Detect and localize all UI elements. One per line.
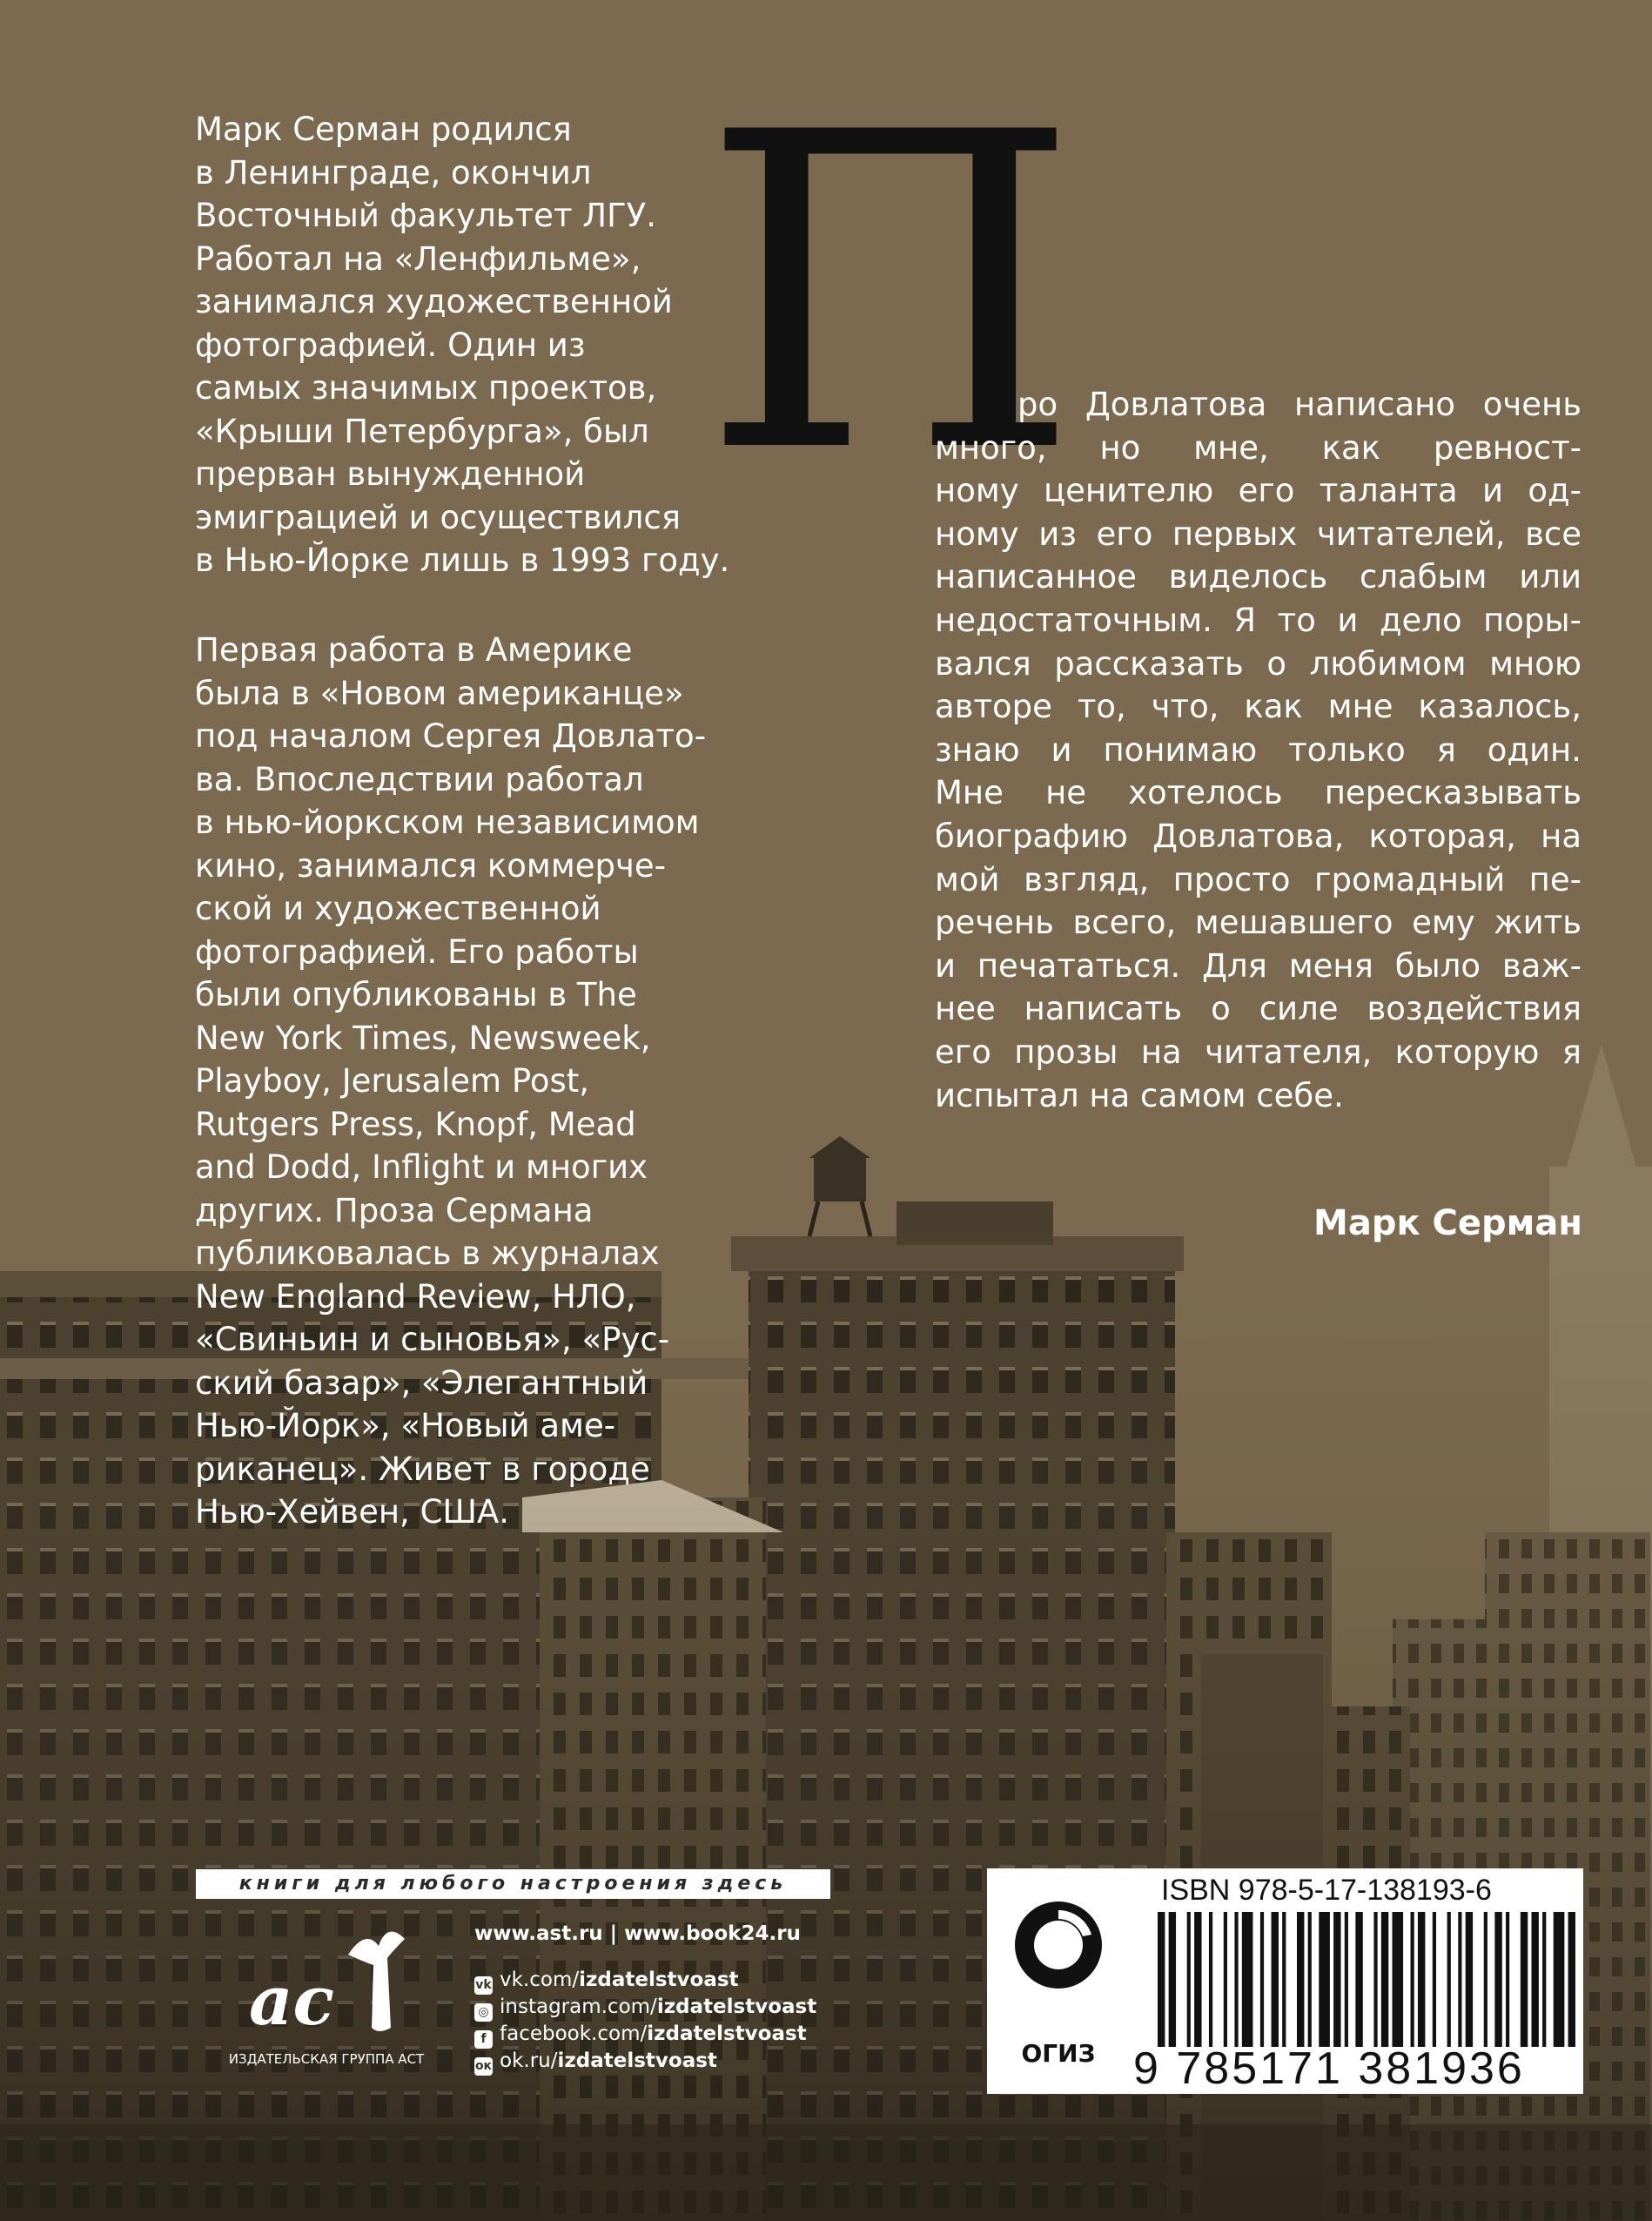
bio-2-line: других. Проза Сермана — [195, 1191, 594, 1229]
essay-line: и печататься. Для меня было важ- — [935, 946, 1581, 985]
ast-logo — [244, 1920, 418, 2042]
drop-cap-letter: П — [701, 41, 1081, 548]
essay-line: ному из его первых читателей, все — [935, 515, 1581, 553]
author-bio-paragraph-2 — [195, 629, 706, 1534]
barcode-bar — [1447, 1912, 1451, 2047]
barcode-bar — [1272, 1912, 1279, 2047]
social-link-prefix: ok.ru/ — [500, 2049, 558, 2072]
barcode-bar — [1373, 1912, 1377, 2047]
barcode-bar — [1494, 1912, 1501, 2047]
barcode-bar — [1234, 1912, 1238, 2047]
barcode-bar — [1568, 1912, 1575, 2047]
social-link[interactable] — [474, 2021, 807, 2049]
bio-2-line: and Dodd, Inflight и многих — [195, 1148, 648, 1186]
essay-line: вался рассказать о любимом мною — [935, 644, 1581, 683]
bio-2-line: Rutgers Press, Knopf, Mead — [195, 1105, 636, 1143]
social-link-prefix: facebook.com/ — [500, 2022, 648, 2045]
bio-2-line: публиковалась в журналах — [195, 1235, 660, 1272]
barcode-bar — [1333, 1912, 1340, 2047]
bio-1-line: эмиграцией и осуществился — [195, 498, 681, 536]
social-link-handle: izdatelstvoast — [557, 2049, 717, 2072]
bio-1-line: самых значимых проектов, — [195, 369, 657, 407]
barcode-bar — [1484, 1912, 1487, 2047]
imprint-name: ОГИЗ — [1021, 2039, 1096, 2068]
essay-line: авторе то, что, как мне казалось, — [935, 688, 1581, 726]
barcode-bar — [1392, 1912, 1403, 2047]
barcode-bar — [1542, 1912, 1546, 2047]
bio-2-line: Playboy, Jerusalem Post, — [195, 1062, 590, 1100]
barcode-bar — [1411, 1912, 1414, 2047]
social-link-handle: izdatelstvoast — [656, 1996, 817, 2018]
bio-2-line: «Свиньин и сыновья», «Рус- — [195, 1321, 670, 1358]
odnoklassniki-icon: ок — [474, 2057, 493, 2076]
social-link-prefix: instagram.com/ — [500, 1996, 657, 2018]
essay-author-signature: Марк Серман — [1313, 1203, 1582, 1243]
essay-line: много, но мне, как ревност- — [935, 428, 1581, 467]
barcode-bar — [1506, 1912, 1509, 2047]
essay-line: ро Довлатова написано очень — [1017, 386, 1581, 423]
barcode-bar — [1260, 1912, 1264, 2047]
bio-2-line: ской и художественной — [195, 890, 601, 927]
bio-2-line: кино, занимался коммерче- — [195, 846, 666, 885]
social-link[interactable] — [474, 2048, 717, 2076]
bio-2-line: под началом Сергея Довлато- — [195, 717, 707, 755]
bio-2-line: Нью-Йорк», «Новый аме- — [195, 1407, 616, 1444]
social-link[interactable] — [474, 1967, 739, 1995]
bio-1-line: Восточный факультет ЛГУ. — [195, 197, 656, 234]
barcode-bar — [1169, 1912, 1176, 2047]
instagram-icon: ◎ — [474, 2003, 493, 2022]
bio-1-line: в Ленинграде, окончил — [195, 153, 592, 192]
essay-line: знаю и понимаю только я один. — [935, 730, 1581, 769]
barcode-bar — [1224, 1912, 1227, 2047]
essay-line: написанное виделось слабым или — [935, 558, 1581, 596]
bio-1-line: в Нью-Йорке лишь в 1993 году. — [195, 542, 730, 579]
essay-line: биографию Довлатова, которая, на — [935, 817, 1581, 855]
barcode-bar — [1194, 1912, 1201, 2047]
social-link[interactable] — [474, 1994, 816, 2022]
ogiz-logo-icon — [1010, 1896, 1107, 1994]
bio-2-line: были опубликованы в The — [195, 976, 637, 1013]
bio-2-line: риканец». Живет в городе — [195, 1450, 650, 1488]
publisher-tagline: книги для любого настроения здесь — [196, 1869, 830, 1899]
barcode-bar — [1282, 1912, 1286, 2047]
bio-2-line: в нью-йоркском независимом — [195, 804, 700, 841]
essay-line: речень всего, мешавшего ему жить — [935, 904, 1581, 942]
barcode-bar — [1554, 1912, 1565, 2047]
barcode — [1158, 1912, 1575, 2047]
bio-2-line: была в «Новом американце» — [195, 674, 684, 712]
essay-line: мой взгляд, просто громадный пе- — [935, 860, 1581, 898]
facebook-icon: f — [474, 2030, 493, 2049]
bio-1-line: фотографией. Один из — [195, 326, 586, 364]
barcode-bar — [1521, 1912, 1528, 2047]
barcode-bar — [1308, 1912, 1312, 2047]
essay-line: недостаточным. Я то и дело поры- — [935, 601, 1581, 639]
barcode-bar — [1381, 1912, 1388, 2047]
essay-line: его прозы на читателя, которую я — [935, 1033, 1581, 1071]
author-bio-paragraph-1 — [195, 108, 729, 582]
bio-2-line: Первая работа в Америке — [195, 631, 633, 669]
bio-2-line: New England Review, НЛО, — [195, 1277, 636, 1316]
social-link-handle: izdatelstvoast — [647, 2022, 807, 2045]
barcode-bar — [1187, 1912, 1191, 2047]
isbn-label: ISBN 978-5-17-138193-6 — [1161, 1874, 1492, 1907]
publisher-websites[interactable]: www.ast.ru | www.book24.ru — [474, 1922, 801, 1945]
essay-line: ному ценителю его таланта и од- — [935, 472, 1581, 510]
barcode-bar — [1209, 1912, 1212, 2047]
isbn-panel — [987, 1868, 1583, 2094]
vk-icon: vk — [474, 1976, 493, 1995]
barcode-bar — [1458, 1912, 1461, 2047]
bio-2-line: Нью-Хейвен, США. — [195, 1493, 510, 1531]
bio-2-line: New York Times, Newsweek, — [195, 1019, 651, 1057]
bio-1-line: прерван вынужденной — [195, 455, 586, 493]
barcode-digits: 9 785171 381936 — [1133, 2043, 1525, 2094]
bio-1-line: «Крыши Петербурга», был — [195, 412, 649, 450]
bio-2-line: ва. Впоследствии работал — [195, 760, 644, 798]
barcode-bar — [1297, 1912, 1304, 2047]
barcode-bar — [1433, 1912, 1436, 2047]
barcode-bar — [1466, 1912, 1473, 2047]
essay-line: нее написать о силе воздействия — [935, 990, 1581, 1028]
ast-caption: ИЗДАТЕЛЬСКАЯ ГРУППА АСТ — [228, 2051, 425, 2067]
barcode-bar — [1531, 1912, 1538, 2047]
barcode-bar — [1418, 1912, 1425, 2047]
social-link-prefix: vk.com/ — [500, 1969, 580, 1991]
barcode-bar — [1345, 1912, 1348, 2047]
barcode-bar — [1355, 1912, 1362, 2047]
barcode-bar — [1319, 1912, 1330, 2047]
social-link-handle: izdatelstvoast — [579, 1969, 739, 1991]
bio-1-line: Марк Серман родился — [195, 111, 572, 148]
bio-2-line: ский базар», «Элегантный — [195, 1363, 648, 1402]
essay-line: испытал на самом себе. — [935, 1076, 1344, 1114]
svg-text:ас: ас — [249, 1962, 335, 2041]
bio-2-line: фотографией. Его работы — [195, 932, 639, 971]
barcode-bar — [1158, 1912, 1165, 2047]
bio-1-line: занимался художественной — [195, 283, 673, 320]
essay-excerpt — [935, 383, 1581, 1117]
barcode-bar — [1242, 1912, 1253, 2047]
bio-1-line: Работал на «Ленфильме», — [195, 239, 641, 278]
essay-line: Мне не хотелось пересказывать — [935, 774, 1581, 812]
